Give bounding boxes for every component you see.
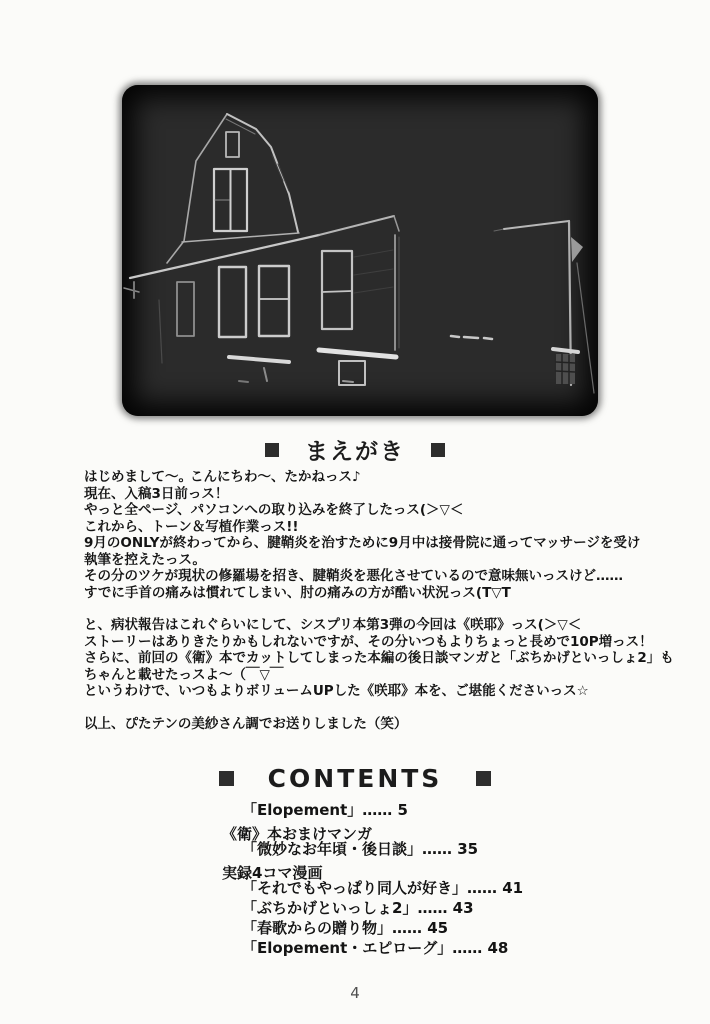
- preface-title: まえがき: [305, 439, 405, 465]
- preface-paragraph: [84, 617, 674, 700]
- contents-entry: 「Elopement」…… 5: [242, 801, 408, 819]
- preface-line: さらに、前回の《衛》本でカットしてしまった本編の後日談マンガと「ぶちかげといっしょ2」も: [84, 650, 674, 666]
- preface-line: 9月のONLYが終わってから、腱鞘炎を治すために9月中は接骨院に通ってマッサージを受け: [84, 535, 641, 551]
- square-marker-icon: [265, 443, 279, 457]
- preface-line: と、病状報告はこれぐらいにして、シスプリ本第3弾の今回は《咲耶》っス(＞▽＜: [84, 617, 582, 633]
- contents-entry: 「それでもやっぱり同人が好き」…… 41: [242, 879, 524, 897]
- contents-entry: 「Elopement・エピローグ」…… 48: [242, 939, 509, 957]
- square-marker-icon: [431, 443, 445, 457]
- preface-line: これから、トーン＆写植作業っス!!: [84, 518, 299, 535]
- contents-entry: 「微妙なお年頃・後日談」…… 35: [242, 840, 479, 858]
- preface-header: [0, 433, 710, 466]
- house-illustration: [122, 85, 598, 416]
- contents-entry: 「ぶちかげといっしょ2」…… 43: [242, 899, 474, 917]
- preface-line: その分のツケが現状の修羅場を招き、腱鞘炎を悪化させているので意味無いっスけど……: [84, 568, 624, 584]
- contents-title: CONTENTS: [267, 764, 443, 793]
- square-marker-icon: [219, 771, 234, 786]
- preface-line: 執筆を控えたっス。: [84, 551, 206, 568]
- preface-line: というわけで、いつもよりボリュームUPした《咲耶》本を、ご堪能くださいっス☆: [84, 683, 589, 699]
- contents-group-label: 《衛》本おまけマンガ: [222, 825, 373, 843]
- preface-line: やっと全ページ、パソコンへの取り込みを終了したっス(＞▽＜: [84, 502, 464, 518]
- preface-paragraph: [84, 716, 664, 733]
- contents-list: [222, 800, 523, 958]
- preface-line: すでに手首の痛みは慣れてしまい、肘の痛みの方が酷い状況っス(T▽T: [84, 584, 511, 601]
- preface-line: 現在、入稿3日前っス！: [84, 485, 229, 502]
- preface-line: 以上、ぴたテンの美紗さん調でお送りしました（笑）: [84, 715, 408, 732]
- night-house-photo: [122, 85, 598, 416]
- square-marker-icon: [476, 771, 491, 786]
- preface-paragraph: [84, 469, 664, 601]
- preface-line: ストーリーはありきたりかもしれないですが、その分いつもよりちょっと長めで10P増っス！: [84, 633, 653, 650]
- preface-line: ちゃんと載せたっスよ～（￣▽￣: [84, 666, 284, 683]
- contents-group-label: 実録4コマ漫画: [222, 864, 323, 882]
- preface-line: はじめまして～｡ こんにちわ～、たかねっス♪: [84, 469, 361, 485]
- preface-body: [84, 469, 674, 732]
- contents-header: [0, 764, 710, 793]
- page-number: 4: [350, 984, 360, 1002]
- contents-entry: 「春歌からの贈り物」…… 45: [242, 919, 449, 937]
